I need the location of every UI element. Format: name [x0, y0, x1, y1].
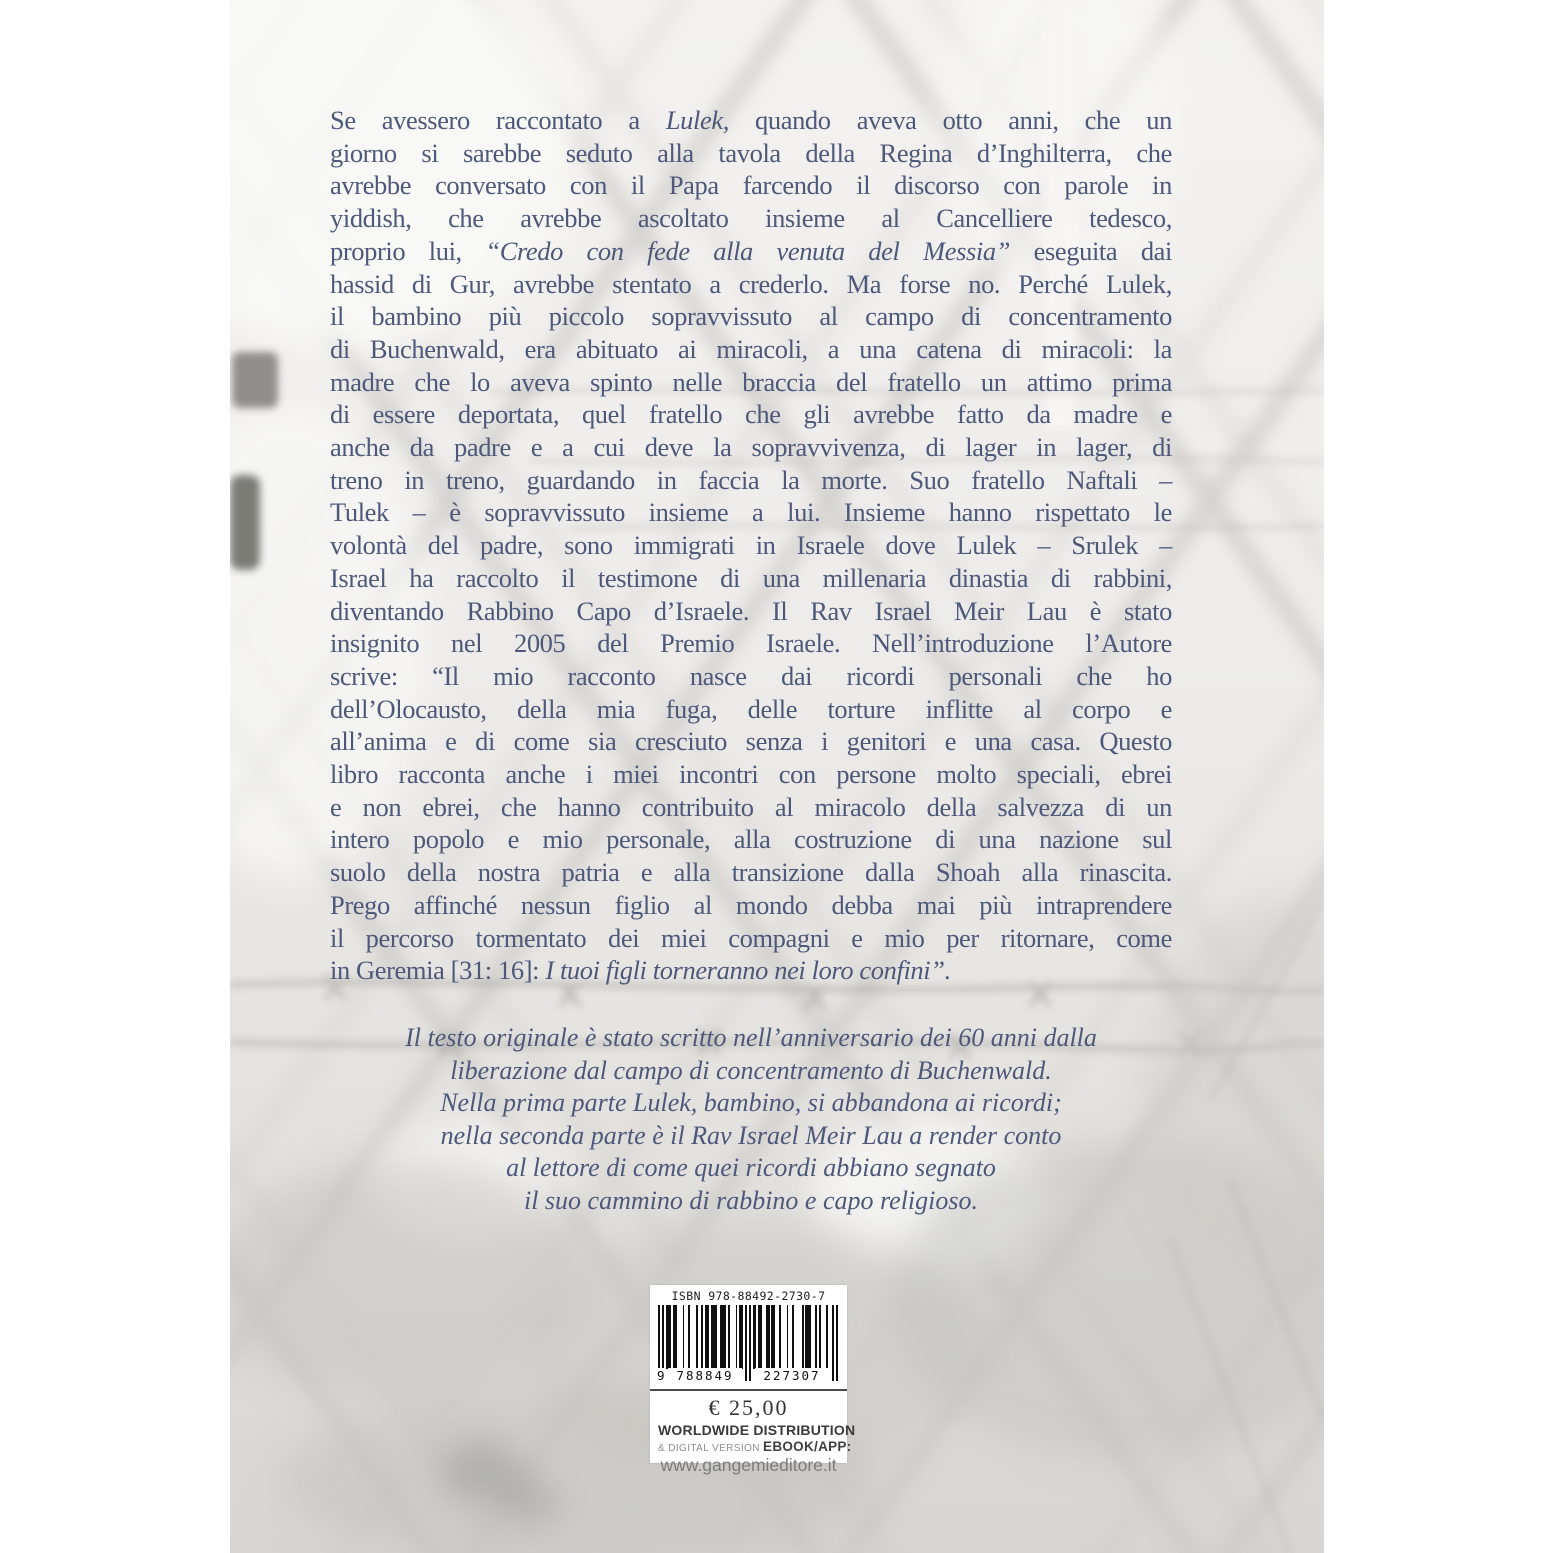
body-line: in Geremia [31: 16]: I tuoi figli torneranno nei loro confini”.: [330, 955, 951, 986]
body-line: insignito nel 2005 del Premio Israele. Nell’introduzione l’Autore: [330, 628, 1172, 659]
barcode-digit-group1: 788849: [668, 1368, 742, 1383]
italic-note: [330, 1022, 1172, 1217]
website-url: www.gangemieditore.it: [660, 1455, 837, 1475]
note-line: al lettore di come quei ricordi abbiano segnato: [506, 1153, 996, 1182]
body-line: di essere deportata, quel fratello che gli avrebbe fatto da madre e: [330, 399, 1172, 430]
note-line: Nella prima parte Lulek, bambino, si abbandona ai ricordi;: [440, 1088, 1062, 1117]
body-line: il bambino più piccolo sopravvissuto al campo di concentramento: [330, 301, 1172, 332]
body-line: treno in treno, guardando in faccia la morte. Suo fratello Naftali –: [330, 464, 1172, 495]
body-line: libro racconta anche i miei incontri con persone molto speciali, ebrei: [330, 759, 1172, 790]
digital-version-bold: EBOOK/APP:: [763, 1439, 852, 1454]
distribution-line: WORLDWIDE DISTRIBUTION: [658, 1422, 856, 1438]
label-divider: [650, 1389, 847, 1391]
body-line: Prego affinché nessun figlio al mondo debba mai più intraprendere: [330, 889, 1172, 920]
note-line: il suo cammino di rabbino e capo religioso.: [523, 1185, 978, 1215]
body-line: all’anima e di come sia cresciuto senza i genitori e una casa. Questo: [330, 726, 1172, 757]
body-line: e non ebrei, che hanno contribuito al miracolo della salvezza di un: [330, 791, 1172, 822]
body-line: suolo della nostra patria e alla transizione dalla Shoah alla rinascita.: [330, 857, 1172, 888]
body-line: anche da padre e a cui deve la sopravvivenza, di lager in lager, di: [330, 432, 1172, 463]
body-line: Israel ha raccolto il testimone di una millenaria dinastia di rabbini,: [330, 562, 1172, 593]
barcode-digits: [658, 1368, 839, 1383]
barcode-digit-group2: 227307: [755, 1368, 829, 1383]
body-line: di Buchenwald, era abituato ai miracoli, a una catena di miracoli: la: [330, 333, 1172, 364]
body-line: yiddish, che avrebbe ascoltato insieme al Cancelliere tedesco,: [330, 203, 1172, 234]
isbn-text: ISBN 978-88492-2730-7: [671, 1289, 826, 1303]
body-line: il percorso tormentato dei miei compagni e mio per ritornare, come: [330, 922, 1172, 953]
barcode-label: [650, 1285, 856, 1475]
note-line: liberazione dal campo di concentramento di Buchenwald.: [450, 1055, 1052, 1085]
body-line: diventando Rabbino Capo d’Israele. Il Rav Israel Meir Lau è stato: [330, 595, 1172, 626]
body-line: intero popolo e mio personale, alla costruzione di una nazione sul: [330, 824, 1172, 855]
body-line: Tulek – è sopravvissuto insieme a lui. Insieme hanno rispettato le: [330, 497, 1172, 528]
body-line: scrive: “Il mio racconto nasce dai ricordi personali che ho: [330, 660, 1172, 691]
note-line: Il testo originale è stato scritto nell’anniversario dei 60 anni dalla: [405, 1023, 1097, 1052]
digital-version-line: [658, 1439, 852, 1454]
body-line: hassid di Gur, avrebbe stentato a crederlo. Ma forse no. Perché Lulek,: [330, 268, 1172, 299]
note-line: nella seconda parte è il Rav Israel Meir Lau a render conto: [440, 1120, 1062, 1150]
body-line: dell’Olocausto, della mia fuga, delle torture inflitte al corpo e: [330, 693, 1172, 724]
body-line: proprio lui, “Credo con fede alla venuta del Messia” eseguita dai: [330, 235, 1172, 266]
body-line: volontà del padre, sono immigrati in Israele dove Lulek – Srulek –: [330, 530, 1172, 561]
body-line: avrebbe conversato con il Papa farcendo il discorso con parole in: [330, 170, 1172, 201]
price: € 25,00: [708, 1395, 789, 1420]
body-line: madre che lo aveva spinto nelle braccia del fratello un attimo prima: [330, 366, 1172, 397]
digital-version-small: & DIGITAL VERSION: [658, 1443, 760, 1454]
body-line: Se avessero raccontato a Lulek, quando aveva otto anni, che un: [330, 105, 1172, 135]
body-line: giorno si sarebbe seduto alla tavola della Regina d’Inghilterra, che: [330, 137, 1172, 168]
barcode-digit-first: 9: [657, 1368, 665, 1383]
body-text: [330, 104, 1172, 987]
